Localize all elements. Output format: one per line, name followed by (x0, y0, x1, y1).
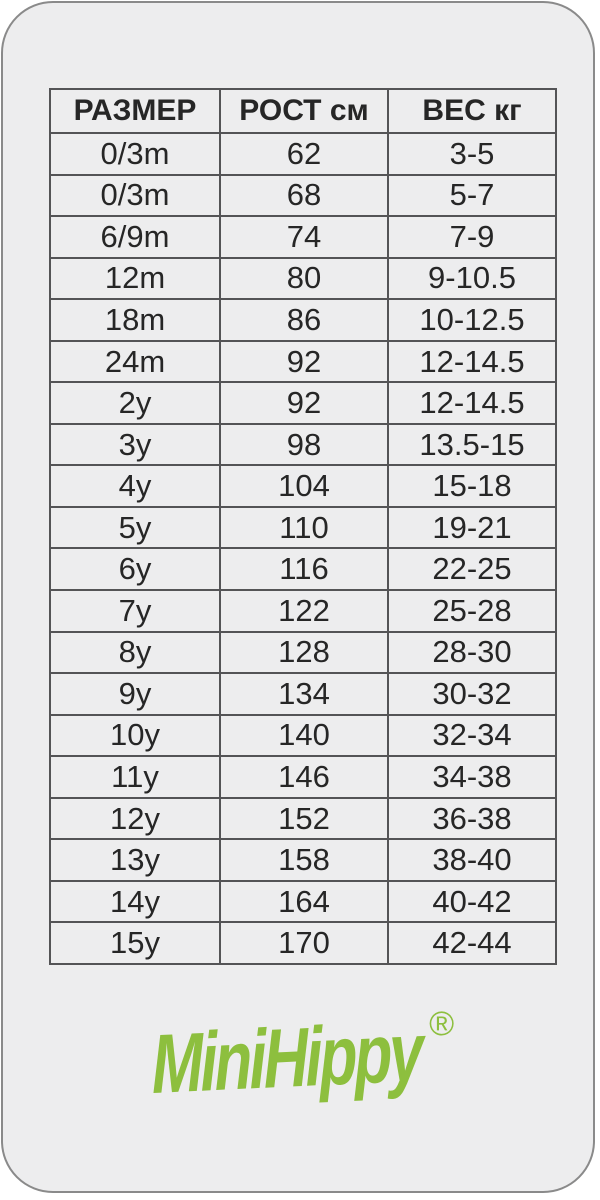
weight-cell: 25-28 (388, 590, 556, 632)
weight-cell: 15-18 (388, 465, 556, 507)
weight-cell: 12-14.5 (388, 382, 556, 424)
height-cell: 170 (220, 922, 388, 964)
column-header-weight: ВЕС кг (388, 89, 556, 133)
column-header-height: РОСТ см (220, 89, 388, 133)
header-row (50, 89, 556, 133)
size-cell: 12y (50, 798, 220, 840)
size-cell: 15y (50, 922, 220, 964)
height-cell: 134 (220, 673, 388, 715)
table-row (50, 590, 556, 632)
height-cell: 164 (220, 881, 388, 923)
height-cell: 104 (220, 465, 388, 507)
size-cell: 24m (50, 341, 220, 383)
table-row (50, 382, 556, 424)
brand-logo (3, 1005, 600, 1112)
weight-cell: 22-25 (388, 548, 556, 590)
table-row (50, 507, 556, 549)
table-header (50, 89, 556, 133)
weight-cell: 30-32 (388, 673, 556, 715)
size-cell: 7y (50, 590, 220, 632)
table-row (50, 258, 556, 300)
table-row (50, 673, 556, 715)
weight-cell: 10-12.5 (388, 299, 556, 341)
height-cell: 68 (220, 175, 388, 217)
weight-cell: 5-7 (388, 175, 556, 217)
height-cell: 92 (220, 341, 388, 383)
table-row (50, 133, 556, 175)
table-row (50, 922, 556, 964)
height-cell: 152 (220, 798, 388, 840)
table-row (50, 216, 556, 258)
weight-cell: 28-30 (388, 632, 556, 674)
height-cell: 80 (220, 258, 388, 300)
size-chart-card (1, 1, 595, 1193)
size-cell: 8y (50, 632, 220, 674)
registered-trademark-icon: ® (429, 1005, 455, 1043)
height-cell: 98 (220, 424, 388, 466)
weight-cell: 3-5 (388, 133, 556, 175)
table-row (50, 424, 556, 466)
weight-cell: 34-38 (388, 756, 556, 798)
brand-logo-text: MiniHippy (150, 1006, 422, 1112)
table-row (50, 839, 556, 881)
size-cell: 4y (50, 465, 220, 507)
size-cell: 6y (50, 548, 220, 590)
height-cell: 140 (220, 715, 388, 757)
size-cell: 0/3m (50, 175, 220, 217)
weight-cell: 38-40 (388, 839, 556, 881)
weight-cell: 40-42 (388, 881, 556, 923)
table-row (50, 798, 556, 840)
table-row (50, 632, 556, 674)
weight-cell: 42-44 (388, 922, 556, 964)
size-chart-table (49, 88, 557, 965)
size-cell: 6/9m (50, 216, 220, 258)
size-table-body (50, 133, 556, 964)
table-row (50, 715, 556, 757)
height-cell: 116 (220, 548, 388, 590)
weight-cell: 9-10.5 (388, 258, 556, 300)
height-cell: 86 (220, 299, 388, 341)
height-cell: 122 (220, 590, 388, 632)
weight-cell: 19-21 (388, 507, 556, 549)
table-row (50, 881, 556, 923)
size-cell: 3y (50, 424, 220, 466)
height-cell: 110 (220, 507, 388, 549)
height-cell: 92 (220, 382, 388, 424)
size-cell: 5y (50, 507, 220, 549)
size-cell: 0/3m (50, 133, 220, 175)
size-cell: 13y (50, 839, 220, 881)
size-cell: 10y (50, 715, 220, 757)
table-row (50, 548, 556, 590)
size-cell: 12m (50, 258, 220, 300)
weight-cell: 7-9 (388, 216, 556, 258)
size-cell: 9y (50, 673, 220, 715)
table-row (50, 299, 556, 341)
size-cell: 14y (50, 881, 220, 923)
height-cell: 128 (220, 632, 388, 674)
table-row (50, 175, 556, 217)
size-cell: 2y (50, 382, 220, 424)
size-cell: 11y (50, 756, 220, 798)
weight-cell: 13.5-15 (388, 424, 556, 466)
weight-cell: 36-38 (388, 798, 556, 840)
table-row (50, 465, 556, 507)
weight-cell: 32-34 (388, 715, 556, 757)
column-header-size: РАЗМЕР (50, 89, 220, 133)
height-cell: 74 (220, 216, 388, 258)
height-cell: 62 (220, 133, 388, 175)
height-cell: 146 (220, 756, 388, 798)
table-row (50, 341, 556, 383)
height-cell: 158 (220, 839, 388, 881)
size-cell: 18m (50, 299, 220, 341)
table-row (50, 756, 556, 798)
weight-cell: 12-14.5 (388, 341, 556, 383)
